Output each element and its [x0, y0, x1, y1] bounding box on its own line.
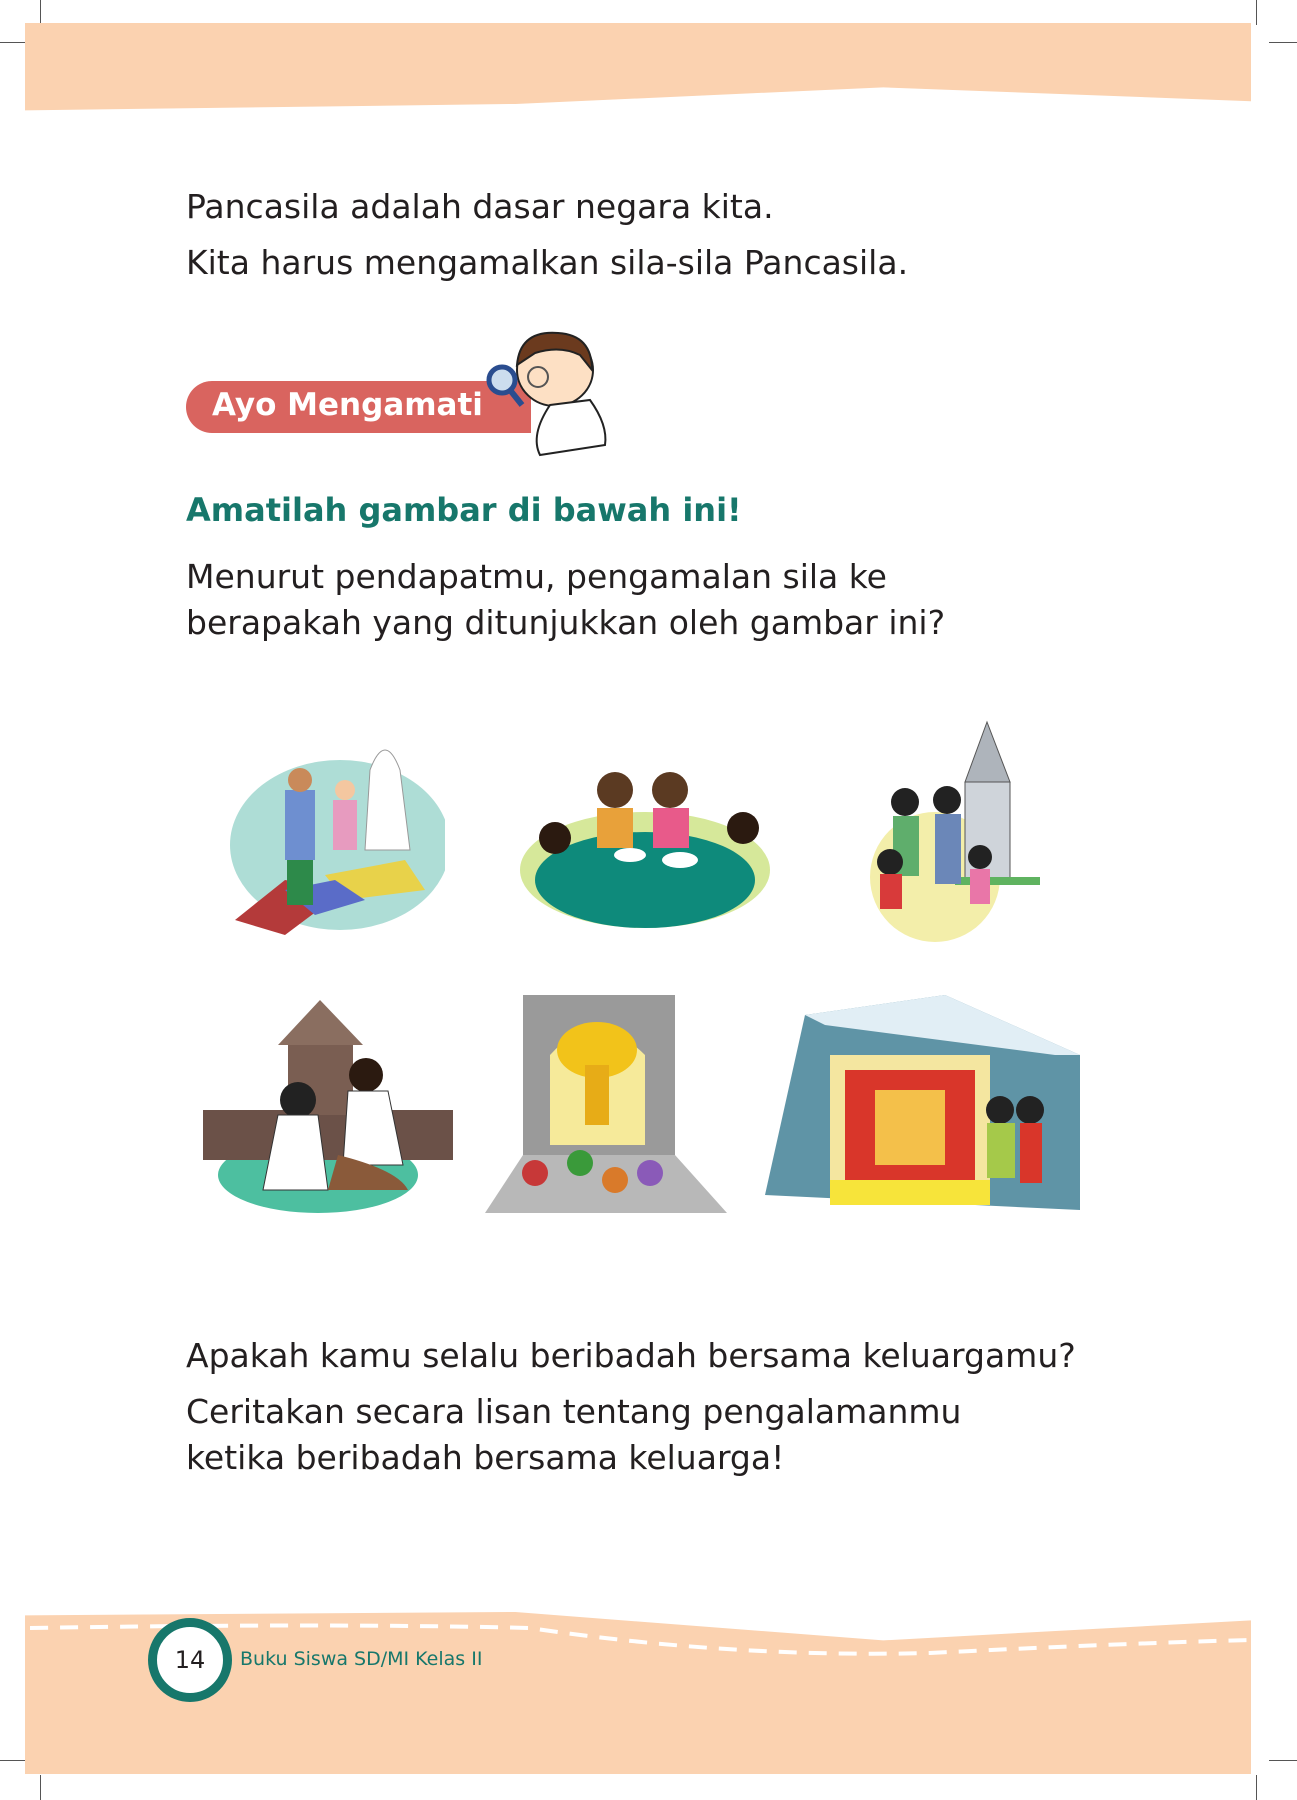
book-title: Buku Siswa SD/MI Kelas II: [240, 1648, 483, 1670]
crop-mark: [1269, 1760, 1297, 1761]
crop-mark: [0, 1760, 28, 1761]
buddhist-worship-at-vihara-illustration: [485, 995, 727, 1213]
closing-line: ketika beribadah bersama keluarga!: [186, 1438, 785, 1477]
family-going-to-church-illustration: [855, 712, 1045, 952]
intro-line: Kita harus mengamalkan sila-sila Pancasila.: [186, 243, 909, 282]
section-badge: Ayo Mengamati: [186, 381, 531, 433]
crop-mark: [40, 0, 41, 25]
instruction-heading: Amatilah gambar di bawah ini!: [186, 491, 742, 529]
intro-line: Pancasila adalah dasar negara kita.: [186, 187, 774, 226]
boy-with-magnifier-icon: [480, 325, 615, 465]
crop-mark: [1256, 0, 1257, 25]
page-number: 14: [148, 1618, 232, 1702]
muslim-family-praying-illustration: [225, 730, 445, 940]
question-line: Menurut pendapatmu, pengamalan sila ke: [186, 557, 887, 596]
closing-line: Ceritakan secara lisan tentang pengalamanmu: [186, 1392, 962, 1431]
closing-line: Apakah kamu selalu beribadah bersama keluargamu?: [186, 1336, 1076, 1375]
hindu-family-praying-at-temple-illustration: [198, 995, 458, 1215]
family-praying-before-meal-illustration: [515, 760, 775, 930]
header-band: [25, 23, 1251, 115]
question-line: berapakah yang ditunjukkan oleh gambar ini?: [186, 603, 946, 642]
crop-mark: [1256, 1775, 1257, 1800]
crop-mark: [40, 1775, 41, 1800]
confucian-worship-at-temple-illustration: [765, 995, 1085, 1215]
crop-mark: [0, 42, 28, 43]
crop-mark: [1269, 42, 1297, 43]
